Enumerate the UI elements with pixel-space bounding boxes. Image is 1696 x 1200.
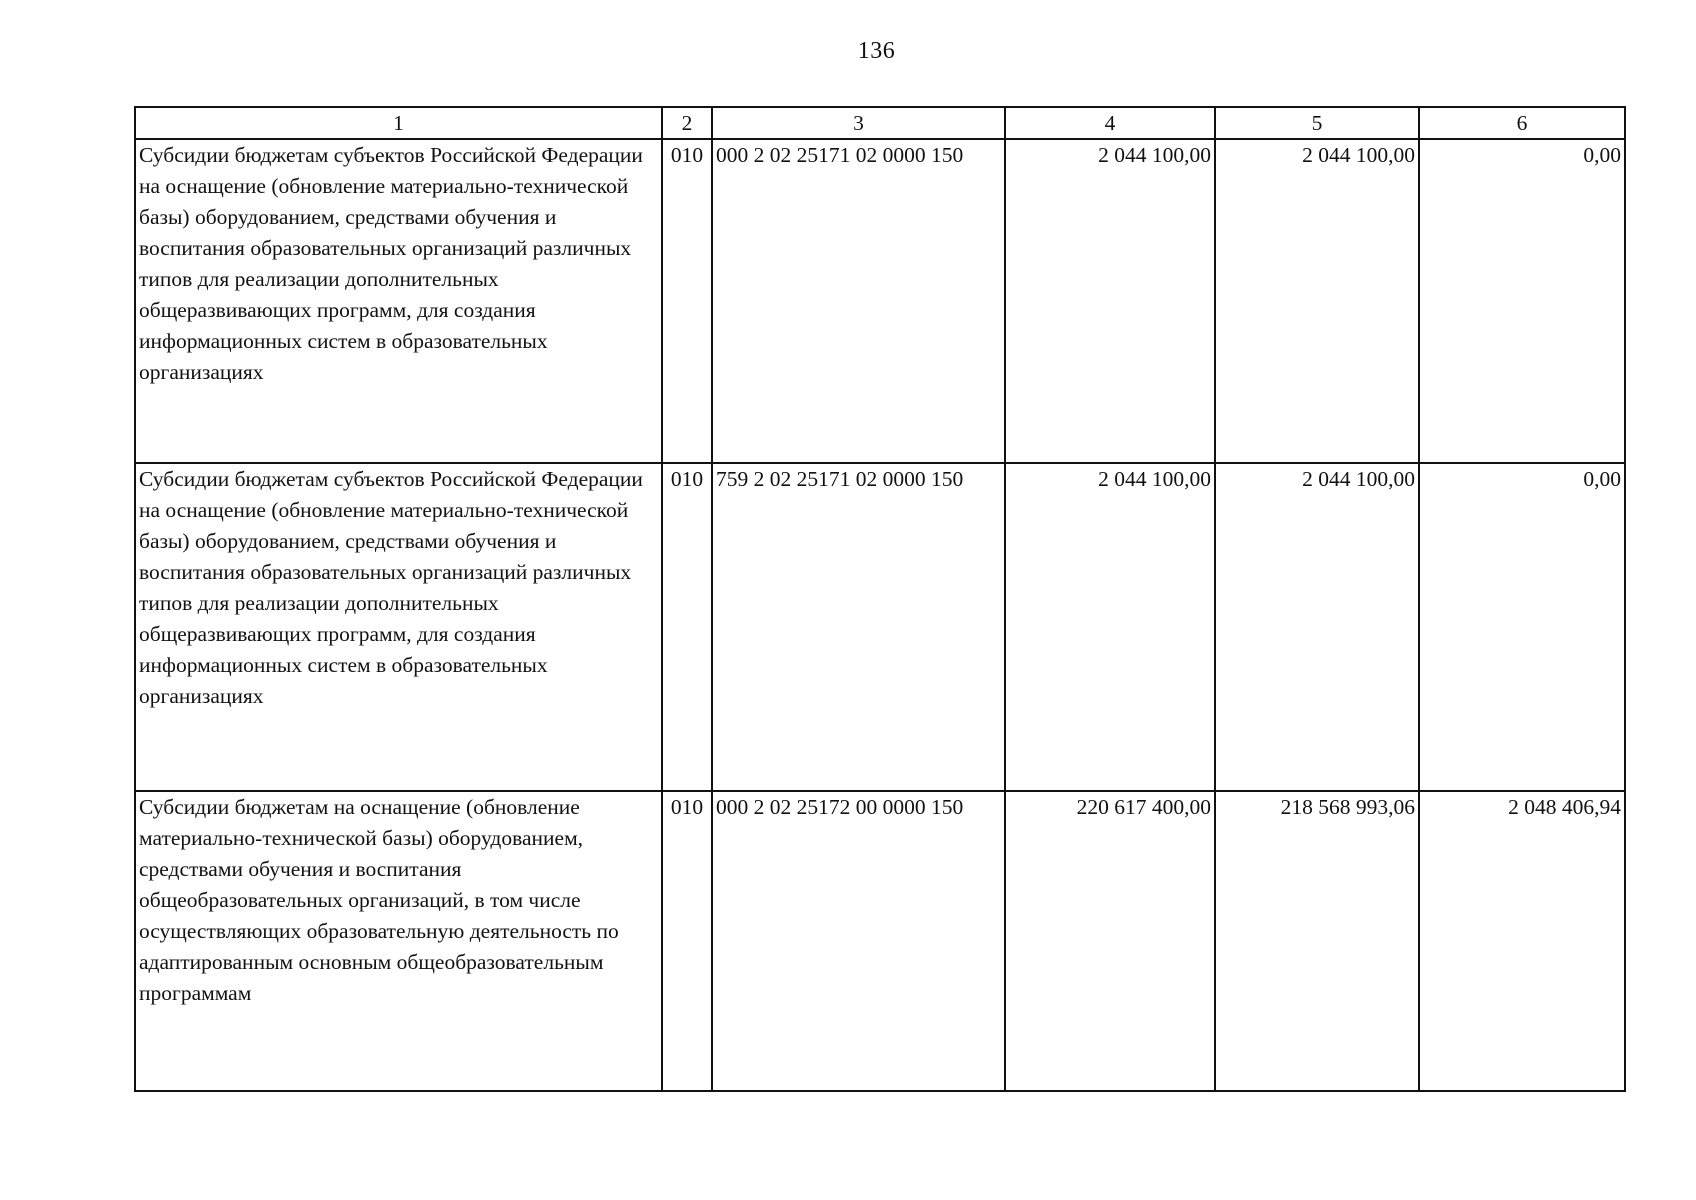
row-admin-code: 010	[662, 791, 712, 1091]
row-value-col5: 218 568 993,06	[1215, 791, 1419, 1091]
row-description: Субсидии бюджетам субъектов Российской Федерации на оснащение (обновление материально-технической базы) оборудованием, средствами обучения и воспитания образовательных организаций различных типов для реализации дополнительных общеразвивающих программ, для создания информационных систем в образовательных организациях	[135, 463, 662, 791]
row-value-col4: 2 044 100,00	[1005, 139, 1215, 463]
row-budget-classification-code: 000 2 02 25171 02 0000 150	[712, 139, 1005, 463]
row-value-col6: 0,00	[1419, 139, 1625, 463]
budget-table	[134, 106, 1626, 1092]
row-description: Субсидии бюджетам на оснащение (обновление материально-технической базы) оборудованием, средствами обучения и воспитания общеобразовательных организаций, в том числе осуществляющих образовательную деятельность по адаптированным основным общеобразовательным программам	[135, 791, 662, 1091]
row-admin-code: 010	[662, 463, 712, 791]
row-admin-code: 010	[662, 139, 712, 463]
page-number: 136	[857, 38, 896, 64]
column-header-5: 5	[1215, 107, 1419, 139]
row-value-col6: 2 048 406,94	[1419, 791, 1625, 1091]
column-header-4: 4	[1005, 107, 1215, 139]
row-value-col4: 220 617 400,00	[1005, 791, 1215, 1091]
row-budget-classification-code: 000 2 02 25172 00 0000 150	[712, 791, 1005, 1091]
column-header-1: 1	[135, 107, 662, 139]
row-value-col4: 2 044 100,00	[1005, 463, 1215, 791]
row-budget-classification-code: 759 2 02 25171 02 0000 150	[712, 463, 1005, 791]
row-value-col6: 0,00	[1419, 463, 1625, 791]
row-value-col5: 2 044 100,00	[1215, 139, 1419, 463]
table-row	[135, 463, 1625, 791]
column-header-2: 2	[662, 107, 712, 139]
column-header-3: 3	[712, 107, 1005, 139]
column-header-6: 6	[1419, 107, 1625, 139]
table-row	[135, 791, 1625, 1091]
row-value-col5: 2 044 100,00	[1215, 463, 1419, 791]
table-row	[135, 139, 1625, 463]
column-number-header-row	[135, 107, 1625, 139]
row-description: Субсидии бюджетам субъектов Российской Федерации на оснащение (обновление материально-технической базы) оборудованием, средствами обучения и воспитания образовательных организаций различных типов для реализации дополнительных общеразвивающих программ, для создания информационных систем в образовательных организациях	[135, 139, 662, 463]
